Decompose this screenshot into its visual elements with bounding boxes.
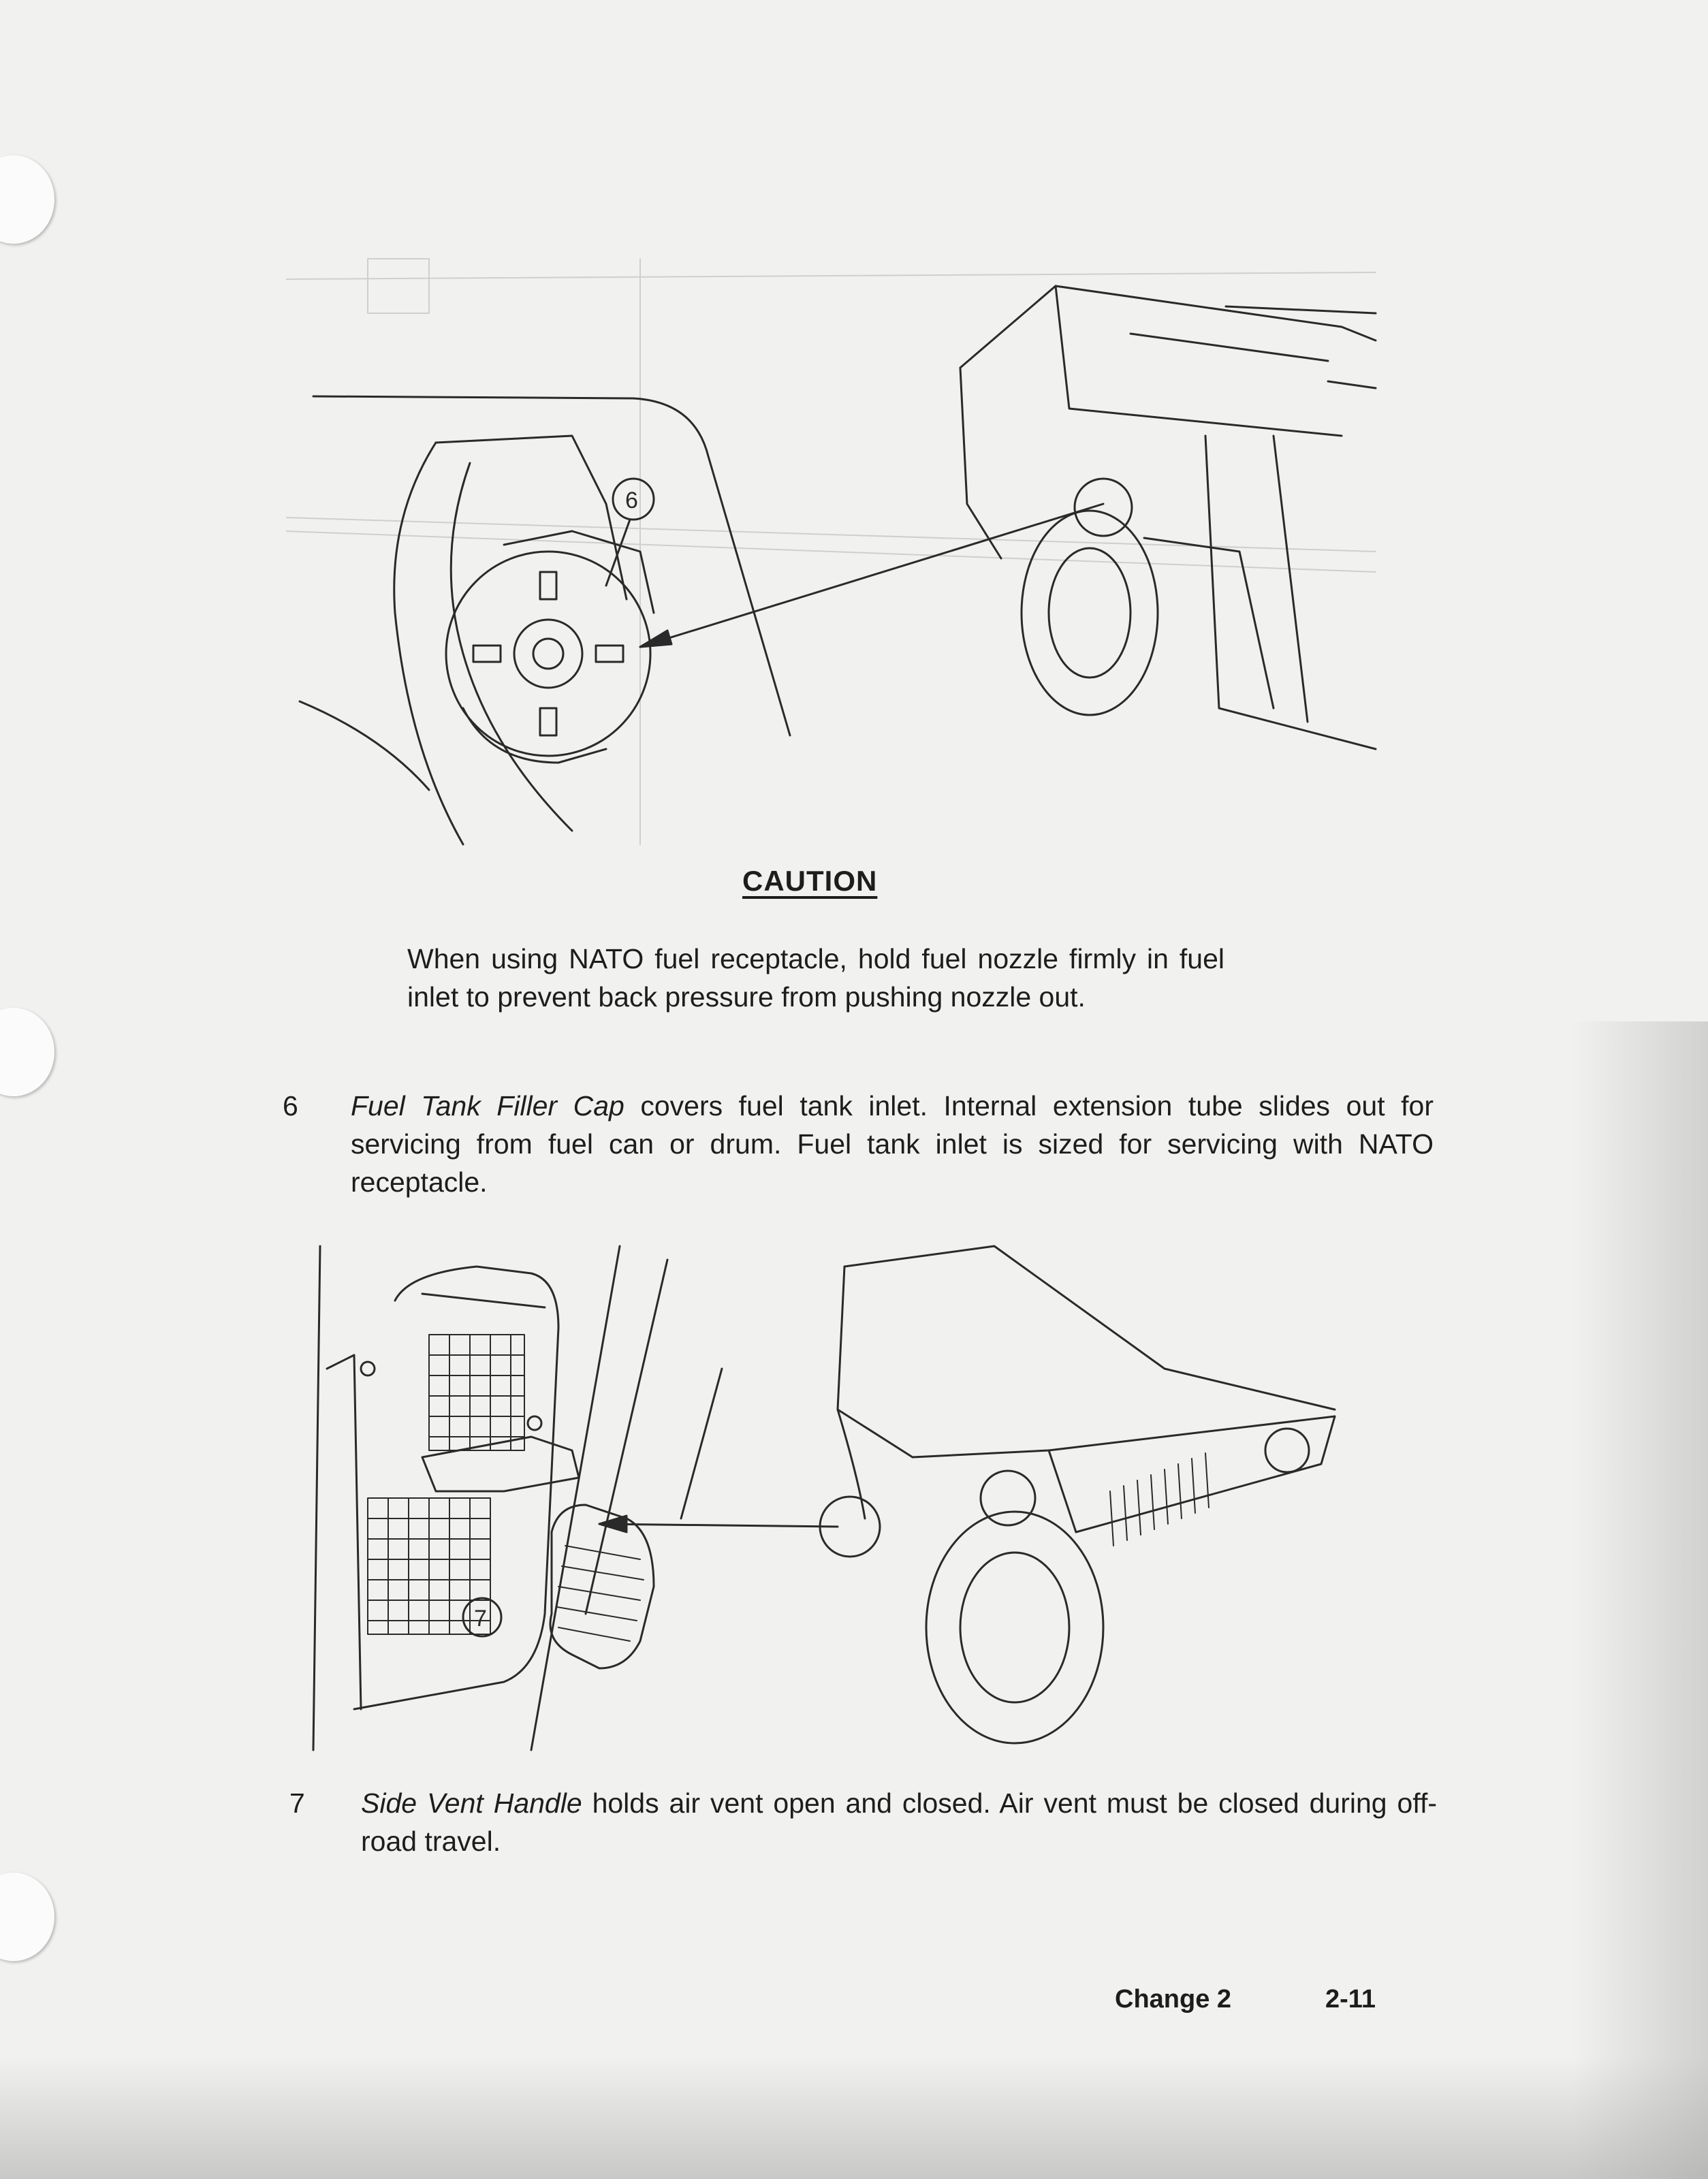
binder-hole-middle — [0, 1008, 54, 1096]
key-item-number: 6 — [283, 1090, 298, 1122]
key-item-body — [351, 1087, 1434, 1201]
binder-hole-top — [0, 155, 54, 244]
key-item-6 — [283, 1087, 1434, 1209]
binder-hole-bottom — [0, 1873, 54, 1961]
callout-7-label: 7 — [474, 1606, 487, 1632]
callout-6-label: 6 — [625, 488, 638, 513]
key-item-body — [361, 1784, 1437, 1860]
scan-bottom-shadow — [0, 2056, 1708, 2179]
key-item-number: 7 — [289, 1787, 305, 1819]
fuel-tank-filler-cap-illustration — [286, 232, 1389, 885]
footer-change-label: Change 2 — [1115, 1985, 1232, 2014]
page-shadow — [1572, 1021, 1708, 2179]
key-item-term: Side Vent Handle — [361, 1787, 582, 1819]
caution-text: When using NATO fuel receptacle, hold fuel nozzle firmly in fuel inlet to prevent back pressure from pushing nozzle out. — [407, 943, 1224, 1013]
footer-page-number: 2-11 — [1325, 1985, 1376, 2014]
side-vent-handle-illustration — [300, 1232, 1369, 1764]
caution-title: CAUTION — [742, 865, 878, 897]
key-item-description: holds air vent open and closed. Air vent must be closed during off-road travel. — [361, 1787, 1437, 1857]
key-item-term: Fuel Tank Filler Cap — [351, 1090, 624, 1122]
key-item-description: covers fuel tank inlet. Internal extension tube slides out for servicing from fuel can or drum. Fuel tank inlet is sized for servicing with NATO receptacle. — [351, 1090, 1434, 1198]
key-item-7 — [289, 1784, 1437, 1873]
